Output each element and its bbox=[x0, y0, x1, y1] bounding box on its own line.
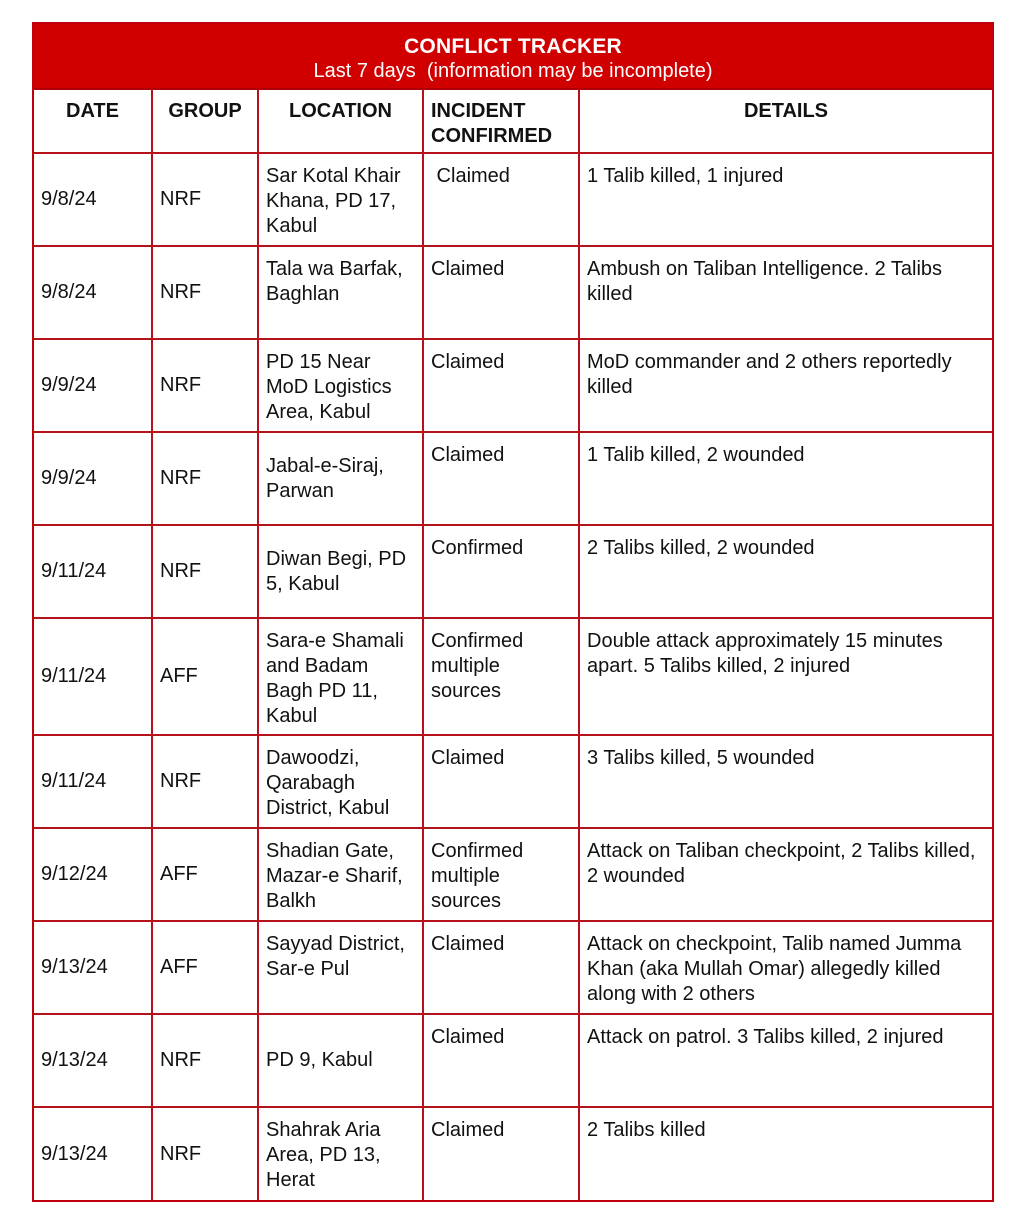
cell-location: Jabal-e-Siraj, Parwan bbox=[258, 432, 423, 525]
cell-location: Sar Kotal Khair Khana, PD 17, Kabul bbox=[258, 153, 423, 246]
column-header-date: DATE bbox=[34, 90, 152, 153]
cell-date: 9/11/24 bbox=[34, 525, 152, 618]
column-header-incident-confirmed: INCIDENT CONFIRMED bbox=[423, 90, 579, 153]
cell-date: 9/12/24 bbox=[34, 828, 152, 921]
cell-group: NRF bbox=[152, 1107, 258, 1200]
cell-details: Attack on patrol. 3 Talibs killed, 2 injured bbox=[579, 1014, 992, 1107]
cell-details: Double attack approximately 15 minutes apart. 5 Talibs killed, 2 injured bbox=[579, 618, 992, 735]
table-title: CONFLICT TRACKER bbox=[404, 35, 622, 58]
cell-details: Ambush on Taliban Intelligence. 2 Talibs killed bbox=[579, 246, 992, 339]
cell-confirmed: Claimed bbox=[423, 153, 579, 246]
cell-date: 9/11/24 bbox=[34, 735, 152, 828]
cell-details: Attack on checkpoint, Talib named Jumma Khan (aka Mullah Omar) allegedly killed along with 2 others bbox=[579, 921, 992, 1014]
cell-location: Sayyad District, Sar-e Pul bbox=[258, 921, 423, 1014]
table-row bbox=[34, 246, 992, 339]
table-row bbox=[34, 1107, 992, 1200]
table-row bbox=[34, 618, 992, 735]
cell-group: NRF bbox=[152, 432, 258, 525]
cell-group: NRF bbox=[152, 153, 258, 246]
cell-location: Diwan Begi, PD 5, Kabul bbox=[258, 525, 423, 618]
cell-location: Sara-e Shamali and Badam Bagh PD 11, Kabul bbox=[258, 618, 423, 735]
table-row bbox=[34, 153, 992, 246]
cell-date: 9/8/24 bbox=[34, 246, 152, 339]
column-header-location: LOCATION bbox=[258, 90, 423, 153]
cell-location: Dawoodzi, Qarabagh District, Kabul bbox=[258, 735, 423, 828]
incident-table bbox=[34, 90, 992, 1200]
table-row bbox=[34, 339, 992, 432]
cell-group: AFF bbox=[152, 618, 258, 735]
cell-date: 9/13/24 bbox=[34, 1107, 152, 1200]
cell-details: MoD commander and 2 others reportedly killed bbox=[579, 339, 992, 432]
cell-confirmed: Claimed bbox=[423, 432, 579, 525]
cell-group: NRF bbox=[152, 735, 258, 828]
cell-date: 9/9/24 bbox=[34, 432, 152, 525]
table-row bbox=[34, 735, 992, 828]
table-row bbox=[34, 525, 992, 618]
column-header-group: GROUP bbox=[152, 90, 258, 153]
cell-group: NRF bbox=[152, 525, 258, 618]
cell-group: NRF bbox=[152, 1014, 258, 1107]
cell-details: 2 Talibs killed bbox=[579, 1107, 992, 1200]
cell-group: NRF bbox=[152, 246, 258, 339]
table-banner bbox=[34, 24, 992, 90]
cell-date: 9/13/24 bbox=[34, 1014, 152, 1107]
cell-location: PD 9, Kabul bbox=[258, 1014, 423, 1107]
cell-confirmed: Claimed bbox=[423, 1014, 579, 1107]
table-subtitle: Last 7 days (information may be incomplete) bbox=[313, 60, 713, 82]
column-header-details: DETAILS bbox=[579, 90, 992, 153]
cell-confirmed: Confirmed bbox=[423, 525, 579, 618]
cell-confirmed: Confirmed multiple sources bbox=[423, 828, 579, 921]
table-row bbox=[34, 828, 992, 921]
cell-confirmed: Claimed bbox=[423, 735, 579, 828]
cell-confirmed: Claimed bbox=[423, 339, 579, 432]
cell-location: Tala wa Barfak, Baghlan bbox=[258, 246, 423, 339]
cell-group: AFF bbox=[152, 921, 258, 1014]
cell-date: 9/8/24 bbox=[34, 153, 152, 246]
cell-group: AFF bbox=[152, 828, 258, 921]
table-row bbox=[34, 1014, 992, 1107]
cell-details: 1 Talib killed, 2 wounded bbox=[579, 432, 992, 525]
cell-date: 9/13/24 bbox=[34, 921, 152, 1014]
cell-location: Shahrak Aria Area, PD 13, Herat bbox=[258, 1107, 423, 1200]
cell-location: Shadian Gate, Mazar-e Sharif, Balkh bbox=[258, 828, 423, 921]
cell-confirmed: Claimed bbox=[423, 921, 579, 1014]
cell-date: 9/9/24 bbox=[34, 339, 152, 432]
cell-date: 9/11/24 bbox=[34, 618, 152, 735]
table-row bbox=[34, 921, 992, 1014]
cell-details: 2 Talibs killed, 2 wounded bbox=[579, 525, 992, 618]
cell-group: NRF bbox=[152, 339, 258, 432]
cell-details: Attack on Taliban checkpoint, 2 Talibs killed, 2 wounded bbox=[579, 828, 992, 921]
table-row bbox=[34, 432, 992, 525]
cell-confirmed: Claimed bbox=[423, 1107, 579, 1200]
cell-details: 3 Talibs killed, 5 wounded bbox=[579, 735, 992, 828]
cell-confirmed: Claimed bbox=[423, 246, 579, 339]
cell-details: 1 Talib killed, 1 injured bbox=[579, 153, 992, 246]
cell-confirmed: Confirmed multiple sources bbox=[423, 618, 579, 735]
cell-location: PD 15 Near MoD Logistics Area, Kabul bbox=[258, 339, 423, 432]
header-row bbox=[34, 90, 992, 153]
conflict-tracker-table bbox=[32, 22, 994, 1202]
